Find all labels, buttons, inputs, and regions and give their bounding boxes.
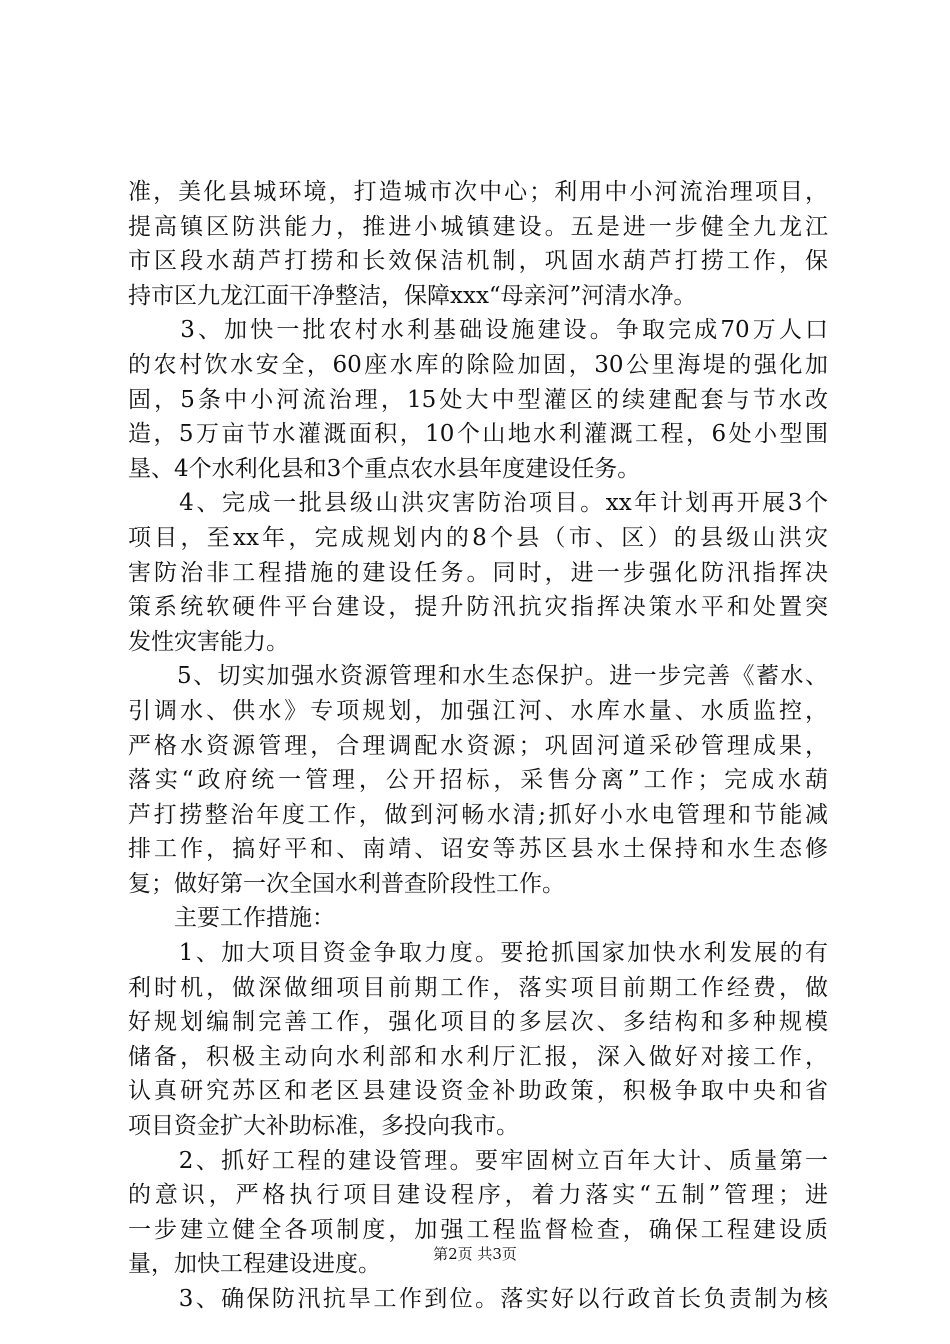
text-line: 储备，积极主动向水利部和水利厅汇报，深入做好对接工作， <box>128 1043 828 1070</box>
text-line: 量，加快工程建设进度。 <box>128 1251 381 1278</box>
text-line: 垦、4个水利化县和3个重点农水县年度建设任务。 <box>128 455 641 482</box>
text-line: 项目，至xx年，完成规划内的8个县（市、区）的县级山洪灾 <box>128 524 828 551</box>
text-line: 5、切实加强水资源管理和水生态保护。进一步完善《蓄水、 <box>128 663 828 690</box>
text-line: 市区段水葫芦打捞和长效保洁机制，巩固水葫芦打捞工作，保 <box>128 248 828 275</box>
text-line: 的意识，严格执行项目建设程序，着力落实“五制”管理；进 <box>128 1182 828 1209</box>
text-line: 准，美化县城环境，打造城市次中心；利用中小河流治理项目， <box>128 179 828 205</box>
text-line: 利时机，做深做细项目前期工作，落实项目前期工作经费，做 <box>128 974 828 1001</box>
page-footer: 第2页 共3页 <box>433 1245 517 1263</box>
text-line: 4、完成一批县级山洪灾害防治项目。xx年计划再开展3个 <box>128 490 828 517</box>
text-line: 排工作，搞好平和、南靖、诏安等苏区县水土保持和水生态修 <box>128 836 828 863</box>
text-line: 造，5万亩节水灌溉面积，10个山地水利灌溉工程，6处小型围 <box>128 421 828 448</box>
text-line: 提高镇区防洪能力，推进小城镇建设。五是进一步健全九龙江 <box>128 213 828 240</box>
text-line: 发性灾害能力。 <box>128 628 289 655</box>
text-line: 一步建立健全各项制度，加强工程监督检查，确保工程建设质 <box>128 1216 828 1243</box>
text-line: 害防治非工程措施的建设任务。同时，进一步强化防汛指挥决 <box>128 559 828 586</box>
text-line: 严格水资源管理，合理调配水资源；巩固河道采砂管理成果， <box>128 732 828 759</box>
text-line: 项目资金扩大补助标准，多投向我市。 <box>128 1113 519 1140</box>
text-line: 策系统软硬件平台建设，提升防汛抗灾指挥决策水平和处置突 <box>128 594 828 621</box>
text-line: 复；做好第一次全国水利普查阶段性工作。 <box>128 870 565 897</box>
text-line: 好规划编制完善工作，强化项目的多层次、多结构和多种规模 <box>128 1009 828 1036</box>
text-line: 2、抓好工程的建设管理。要牢固树立百年大计、质量第一 <box>128 1147 828 1174</box>
text-line: 落实“政府统一管理，公开招标，采售分离”工作；完成水葫 <box>128 767 828 794</box>
text-line: 芦打捞整治年度工作，做到河畅水清;抓好小水电管理和节能减 <box>128 801 828 828</box>
text-line: 3、确保防汛抗旱工作到位。落实好以行政首长负责制为核 <box>128 1286 828 1312</box>
text-line: 固，5条中小河流治理，15处大中型灌区的续建配套与节水改 <box>128 386 828 413</box>
text-line: 3、加快一批农村水利基础设施建设。争取完成70万人口 <box>128 317 828 344</box>
text-line: 认真研究苏区和老区县建设资金补助政策，积极争取中央和省 <box>128 1078 828 1105</box>
text-line: 的农村饮水安全，60座水库的除险加固，30公里海堤的强化加 <box>128 351 828 378</box>
text-line: 主要工作措施： <box>128 905 335 932</box>
text-line: 持市区九龙江面干净整洁，保障xxx“母亲河”河清水净。 <box>128 282 697 309</box>
text-line: 引调水、供水》专项规划，加强江河、水库水量、水质监控， <box>128 697 828 724</box>
text-line: 1、加大项目资金争取力度。要抢抓国家加快水利发展的有 <box>128 940 828 967</box>
document-body <box>128 175 828 1317</box>
